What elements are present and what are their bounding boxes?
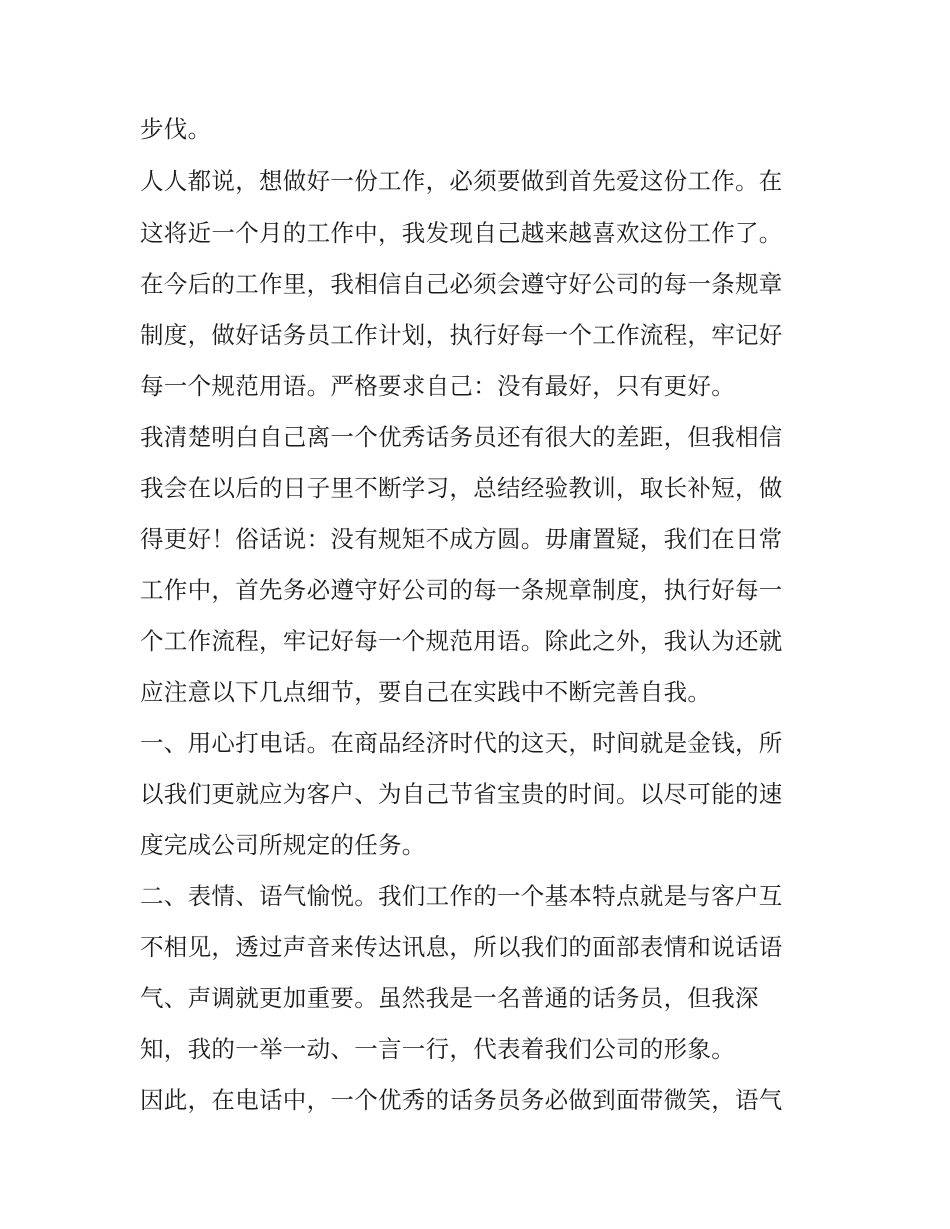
text-line: 知，我的一举一动、一言一行，代表着我们公司的形象。 bbox=[140, 1035, 735, 1063]
text-line: 工作中，首先务必遵守好公司的每一条规章制度，执行好每一 bbox=[140, 576, 783, 604]
text-line: 每一个规范用语。严格要求自己：没有最好，只有更好。 bbox=[140, 372, 735, 400]
text-line: 度完成公司所规定的任务。 bbox=[140, 831, 426, 859]
text-line: 这将近一个月的工作中，我发现自己越来越喜欢这份工作了。 bbox=[140, 219, 783, 247]
text-line: 在今后的工作里，我相信自己必须会遵守好公司的每一条规章 bbox=[140, 270, 783, 298]
text-line: 人人都说，想做好一份工作，必须要做到首先爱这份工作。在 bbox=[140, 167, 783, 195]
text-line: 以我们更就应为客户、为自己节省宝贵的时间。以尽可能的速 bbox=[140, 780, 783, 808]
text-line: 不相见，透过声音来传达讯息，所以我们的面部表情和说话语 bbox=[140, 933, 783, 961]
text-line: 我会在以后的日子里不断学习，总结经验教训，取长补短，做 bbox=[140, 474, 783, 502]
text-line: 一、用心打电话。在商品经济时代的这天，时间就是金钱，所 bbox=[140, 729, 783, 757]
text-line: 二、表情、语气愉悦。我们工作的一个基本特点就是与客户互 bbox=[140, 882, 783, 910]
text-line: 步伐。 bbox=[140, 115, 212, 143]
text-line: 个工作流程，牢记好每一个规范用语。除此之外，我认为还就 bbox=[140, 627, 783, 655]
text-line: 我清楚明白自己离一个优秀话务员还有很大的差距，但我相信 bbox=[140, 423, 783, 451]
text-line: 气、声调就更加重要。虽然我是一名普通的话务员，但我深 bbox=[140, 984, 759, 1012]
text-line: 因此，在电话中，一个优秀的话务员务必做到面带微笑，语气 bbox=[140, 1086, 783, 1114]
text-line: 应注意以下几点细节，要自己在实践中不断完善自我。 bbox=[140, 678, 712, 706]
text-line: 制度，做好话务员工作计划，执行好每一个工作流程，牢记好 bbox=[140, 321, 783, 349]
text-line: 得更好！俗话说：没有规矩不成方圆。毋庸置疑，我们在日常 bbox=[140, 525, 783, 553]
